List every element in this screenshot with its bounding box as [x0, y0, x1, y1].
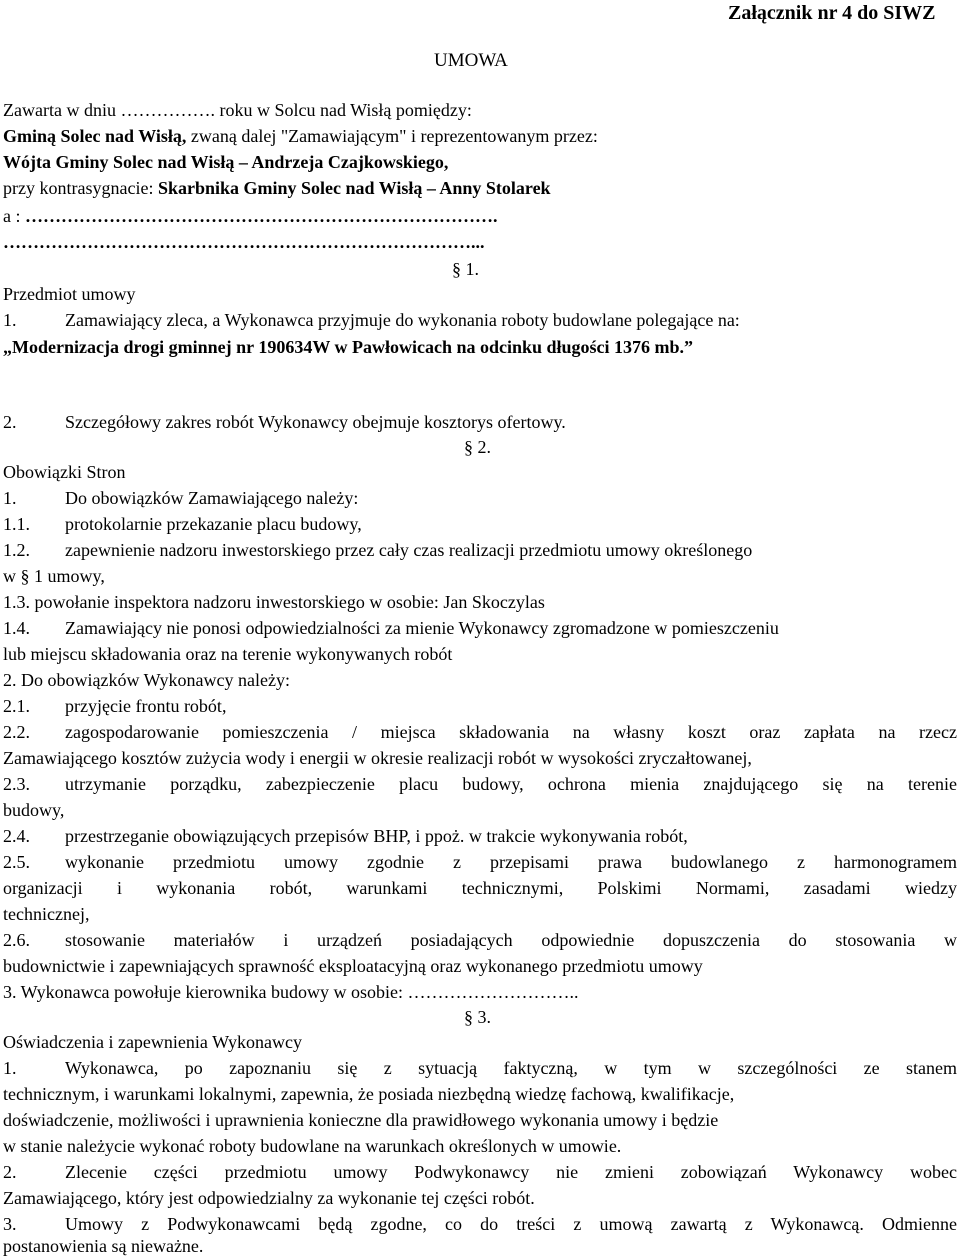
document-title: UMOWA [434, 50, 508, 71]
s1-subject: „Modernizacja drogi gminnej nr 190634W w Pawłowicach na odcinku długości 1376 mb.” [3, 337, 694, 357]
s1-item-1: 1. Zamawiający zleca, a Wykonawca przyjmuje do wykonania roboty budowlane polegające na: [3, 310, 740, 330]
s2-item-1-3: 1.3. powołanie inspektora nadzoru inwestorskiego w osobie: Jan Skoczylas [3, 592, 545, 612]
s2-item-2-3-cont: budowy, [3, 800, 65, 820]
intro-line-1: Zawarta w dniu ……………. roku w Solcu nad Wisłą pomiędzy: [3, 100, 472, 120]
s2-item-2-3: 2.3. utrzymanie porządku, zabezpieczenie placu budowy, ochrona mienia znajdującego się na terenie [3, 774, 957, 794]
treasurer-name: Skarbnika Gminy Solec nad Wisłą – Anny Stolarek [157, 178, 551, 198]
s3-item-2-cont: Zamawiającego, który jest odpowiedzialny za wykonanie tej części robót. [3, 1188, 535, 1208]
s3-item-1-cont-2: doświadczenie, możliwości i uprawnienia konieczne dla prawidłowego wykonania umowy i będzie [3, 1110, 719, 1130]
section-3-heading: § 3. [464, 1007, 491, 1027]
s2-item-1-4: 1.4. Zamawiający nie ponosi odpowiedzialności za mienie Wykonawcy zgromadzone w pomieszczeniu [3, 618, 779, 638]
intro-line-5 [3, 205, 498, 227]
s3-item-1: 1. Wykonawca, po zapoznaniu się z sytuacją faktyczną, w tym w szczególności ze stanem [3, 1058, 957, 1078]
s3-item-2: 2. Zlecenie części przedmiotu umowy Podwykonawcy nie zmieni zobowiązań Wykonawcy wobec [3, 1162, 957, 1182]
s2-item-2-6-cont: budownictwie i zapewniających sprawność eksploatacyjną oraz wykonanego przedmiotu umowy [3, 956, 703, 976]
s2-item-1-4-cont: lub miejscu składowania oraz na terenie wykonywanych robót [3, 644, 453, 664]
countersign-label: przy kontrasygnacie: [3, 178, 158, 198]
s2-item-1: 1. Do obowiązków Zamawiającego należy: [3, 488, 359, 508]
s3-item-3-cont: postanowienia są nieważne. [3, 1236, 204, 1256]
s2-item-2-4: 2.4. przestrzeganie obowiązujących przepisów BHP, i ppoż. w trakcie wykonywania robót, [3, 826, 688, 846]
section-1-heading: § 1. [452, 259, 479, 279]
section-3-title: Oświadczenia i zapewnienia Wykonawcy [3, 1032, 302, 1052]
item-number: 1. [3, 310, 17, 330]
section-1-title: Przedmiot umowy [3, 284, 136, 304]
s2-item-1-1: 1.1. protokolarnie przekazanie placu budowy, [3, 514, 362, 534]
attachment-label: Załącznik nr 4 do SIWZ [728, 2, 936, 24]
s2-item-2-1: 2.1. przyjęcie frontu robót, [3, 696, 227, 716]
section-2-title: Obowiązki Stron [3, 462, 126, 482]
intro-line-2 [3, 125, 598, 147]
section-2-heading: § 2. [464, 437, 491, 457]
s2-item-1-2-cont: w § 1 umowy, [3, 566, 105, 586]
party-name: Gminą Solec nad Wisłą, [3, 126, 187, 146]
s2-item-2-5-cont-2: technicznej, [3, 904, 90, 924]
s2-item-2-5: 2.5. wykonanie przedmiotu umowy zgodnie z przepisami prawa budowlanego z harmonogramem [3, 852, 957, 872]
s3-item-3: 3. Umowy z Podwykonawcami będą zgodne, co do treści z umową zawartą z Wykonawcą. Odmienne [3, 1214, 957, 1234]
s3-item-1-cont-3: w stanie należycie wykonać roboty budowlane na warunkach określonych w umowie. [3, 1136, 622, 1156]
s2-item-2-5-cont-1: organizacji i wykonania robót, warunkami technicznymi, Polskimi Normami, zasadami wiedzy [3, 878, 957, 898]
intro-line-3: Wójta Gminy Solec nad Wisłą – Andrzeja Czajkowskiego, [3, 152, 449, 172]
s2-item-2-2: 2.2. zagospodarowanie pomieszczenia / miejsca składowania na własny koszt oraz zapłata na rzecz [3, 722, 957, 742]
s3-item-1-cont-1: technicznym, i warunkami lokalnymi, zapewnia, że posiada niezbędną wiedzę fachową, kwalifikacje, [3, 1084, 735, 1104]
s2-item-2-6: 2.6. stosowanie materiałów i urządzeń posiadających odpowiednie dopuszczenia do stosowania w [3, 930, 957, 950]
s2-item-2: 2. Do obowiązków Wykonawcy należy: [3, 670, 291, 690]
contractor-dots: ……………………………………………………………………. [25, 206, 498, 226]
party-description: zwaną dalej "Zamawiającym" i reprezentowanym przez: [186, 126, 598, 146]
item-number: 2. [3, 412, 17, 432]
intro-line-6: ……………………………………………………………………... [3, 232, 485, 252]
contractor-label: a : [3, 206, 25, 226]
intro-line-4 [3, 177, 551, 199]
s2-item-2-2-cont: Zamawiającego kosztów zużycia wody i energii w okresie realizacji robót w wysokości zryczałtowanej, [3, 748, 752, 768]
s2-item-1-2: 1.2. zapewnienie nadzoru inwestorskiego przez cały czas realizacji przedmiotu umowy określonego [3, 540, 753, 560]
s2-item-3: 3. Wykonawca powołuje kierownika budowy w osobie: ……………………….. [3, 982, 579, 1002]
s1-item-2: 2. Szczegółowy zakres robót Wykonawcy obejmuje kosztorys ofertowy. [3, 412, 566, 432]
